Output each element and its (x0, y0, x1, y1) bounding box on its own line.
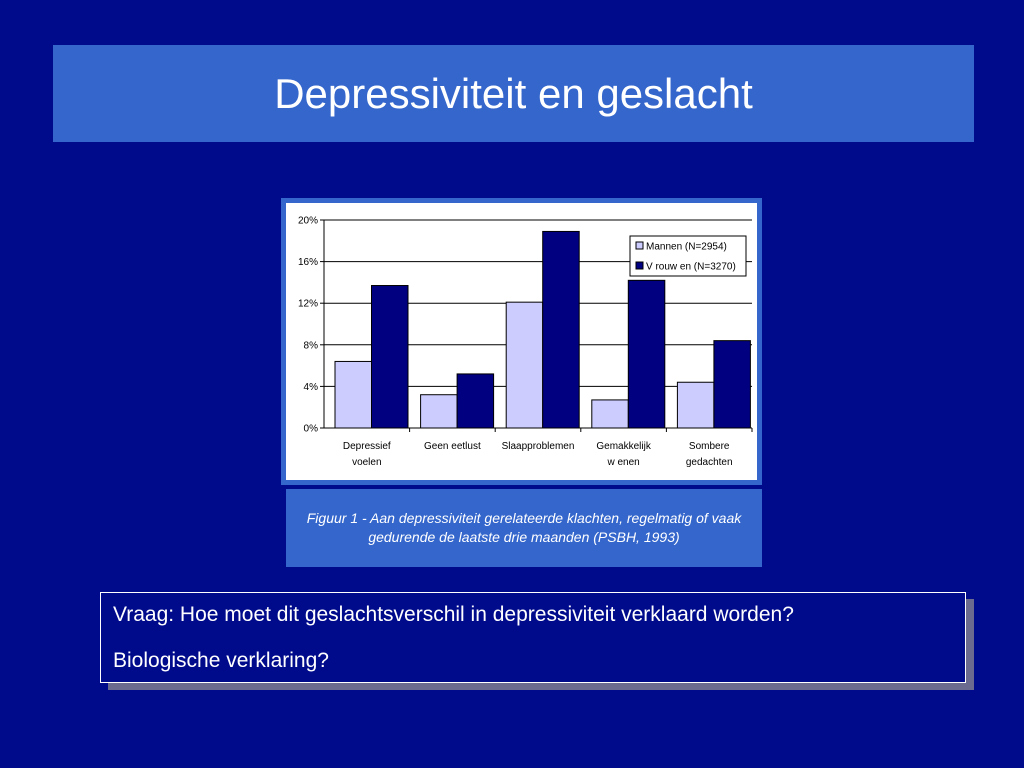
bar-mannen (421, 395, 458, 428)
y-tick-label: 0% (303, 423, 318, 435)
legend-swatch-vrouwen (636, 262, 643, 269)
x-category-label: Geen eetlust (424, 441, 481, 452)
y-tick-label: 12% (297, 298, 318, 310)
y-tick-label: 20% (297, 215, 318, 227)
slide-title: Depressiviteit en geslacht (274, 69, 753, 117)
y-tick-label: 8% (303, 340, 318, 352)
y-tick-label: 4% (303, 381, 318, 393)
x-category-label: gedachten (685, 457, 733, 468)
chart-area (286, 203, 757, 480)
question-text: Vraag: Hoe moet dit geslachtsverschil in depressiviteit verklaard worden? (113, 603, 794, 626)
y-tick-label: 16% (297, 257, 318, 269)
bar-vrouwen (543, 231, 580, 428)
bar-mannen (592, 400, 629, 428)
legend-swatch-mannen (636, 242, 643, 249)
bar-mannen (677, 382, 714, 428)
bar-vrouwen (457, 374, 494, 428)
x-category-label: Sombere (688, 441, 730, 452)
x-category-label: w enen (607, 457, 640, 468)
bar-chart (286, 203, 757, 480)
bar-vrouwen (372, 286, 409, 428)
x-category-label: Gemakkelijk (596, 441, 651, 452)
legend-label: V rouw en (N=3270) (646, 261, 736, 273)
bar-vrouwen (628, 280, 665, 428)
chart-frame (281, 198, 762, 485)
bar-vrouwen (714, 341, 751, 428)
bar-mannen (506, 302, 543, 428)
legend-label: Mannen (N=2954) (646, 241, 727, 253)
question-followup-text: Biologische verklaring? (113, 649, 329, 672)
x-category-label: Depressief (342, 441, 391, 452)
question-box (100, 592, 966, 683)
x-category-label: Slaapproblemen (501, 441, 575, 452)
x-category-label: voelen (352, 457, 382, 468)
figure-caption: Figuur 1 - Aan depressiviteit gerelateerde klachten, regelmatig of vaak gedurende de laatste drie maanden (PSBH, 1993) (306, 510, 742, 545)
bar-mannen (335, 361, 372, 428)
title-band (53, 45, 974, 142)
figure-caption-box (286, 489, 762, 567)
